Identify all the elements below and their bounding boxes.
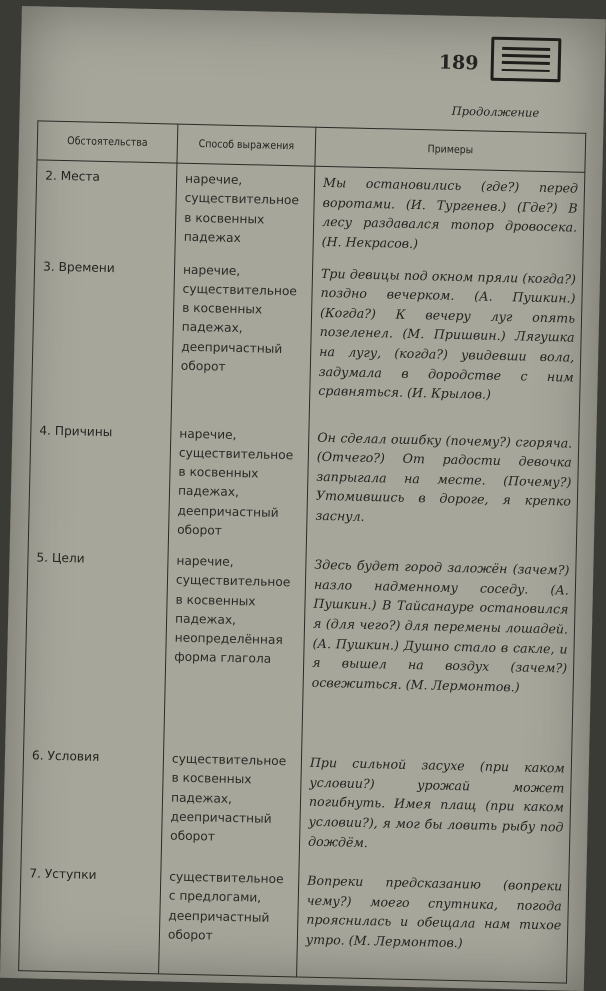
page-number: 189 [438, 51, 479, 75]
section-lines-icon [490, 37, 561, 83]
examples-cell: Здесь будет город заложён (зачем?) назло надменному соседу. (А. Пушкин.) В Тайсанауре остановился я (для чего?) для перемены лошадей. (А. Пушкин.) Душно стало в сакле, и я вышел на воздух (зачем?) освежиться. (М. Лермонтов.) [302, 549, 576, 753]
examples-cell: Мы остановились (где?) перед воротами. (И. Тургенев.) (Где?) В лесу раздавался топор дровосека. (Н. Некрасов.) [313, 166, 585, 263]
table-row [31, 251, 583, 427]
examples-cell: При сильной засухе (при каком условии?) урожай может погибнуть. Имея плащ (при каком условии?), я мог бы ловить рыбу под дождём. [299, 747, 572, 871]
table-row [19, 858, 569, 982]
continuation-label: Продолжение [451, 103, 540, 120]
expression-method-cell: наречие, существительное в косвенных падежах, деепричастный оборот [168, 418, 309, 549]
table-row [24, 542, 576, 752]
table-row [21, 740, 572, 870]
expression-method-cell: существительное в косвенных падежах, деепричастный оборот [161, 744, 302, 865]
circumstance-cell: 4. Причины [28, 415, 171, 546]
book-page [0, 6, 606, 991]
expression-method-cell: наречие, существительное в косвенных падежах, неопределённая форма глагола [164, 546, 306, 747]
table-row [28, 415, 579, 555]
examples-cell: Три девицы под окном пряли (когда?) поздно вечерком. (А. Пушкин.) (Когда?) К вечеру луг опять позеленел. (М. Пришвин.) Лягушка на лугу, (когда?) увидевши вола, задумала в дородстве с ним сравняться. (И. Крылов.) [309, 257, 583, 427]
expression-method-cell: наречие, существительное в косвенных падежах, деепричастный оборот [171, 254, 313, 421]
circumstance-cell: 2. Места [35, 160, 177, 254]
circumstance-cell: 3. Времени [31, 251, 175, 418]
table-row [35, 160, 585, 263]
circumstance-cell: 7. Уступки [19, 858, 162, 973]
header-expression-method: Способ выражения [177, 124, 316, 166]
header-examples: Примеры [315, 127, 586, 172]
examples-cell: Он сделал ошибку (почему?) сгоряча. (Отчего?) От радости девочка запрыгала на месте. (Почему?) Утомившись в дороге, я крепко заснул. [306, 421, 579, 555]
expression-method-cell: наречие, существительное в косвенных падежах [175, 163, 315, 257]
circumstance-cell: 6. Условия [21, 740, 164, 861]
expression-method-cell: существительное с предлогами, деепричастный оборот [159, 862, 300, 977]
circumstance-cell: 5. Цели [24, 542, 168, 743]
header-circumstances: Обстоятельства [37, 121, 178, 163]
circumstances-table [18, 120, 586, 983]
examples-cell: Вопреки предсказанию (вопреки чему?) моего спутника, погода прояснилась и обещала нам тихое утро. (М. Лермонтов.) [297, 865, 569, 983]
